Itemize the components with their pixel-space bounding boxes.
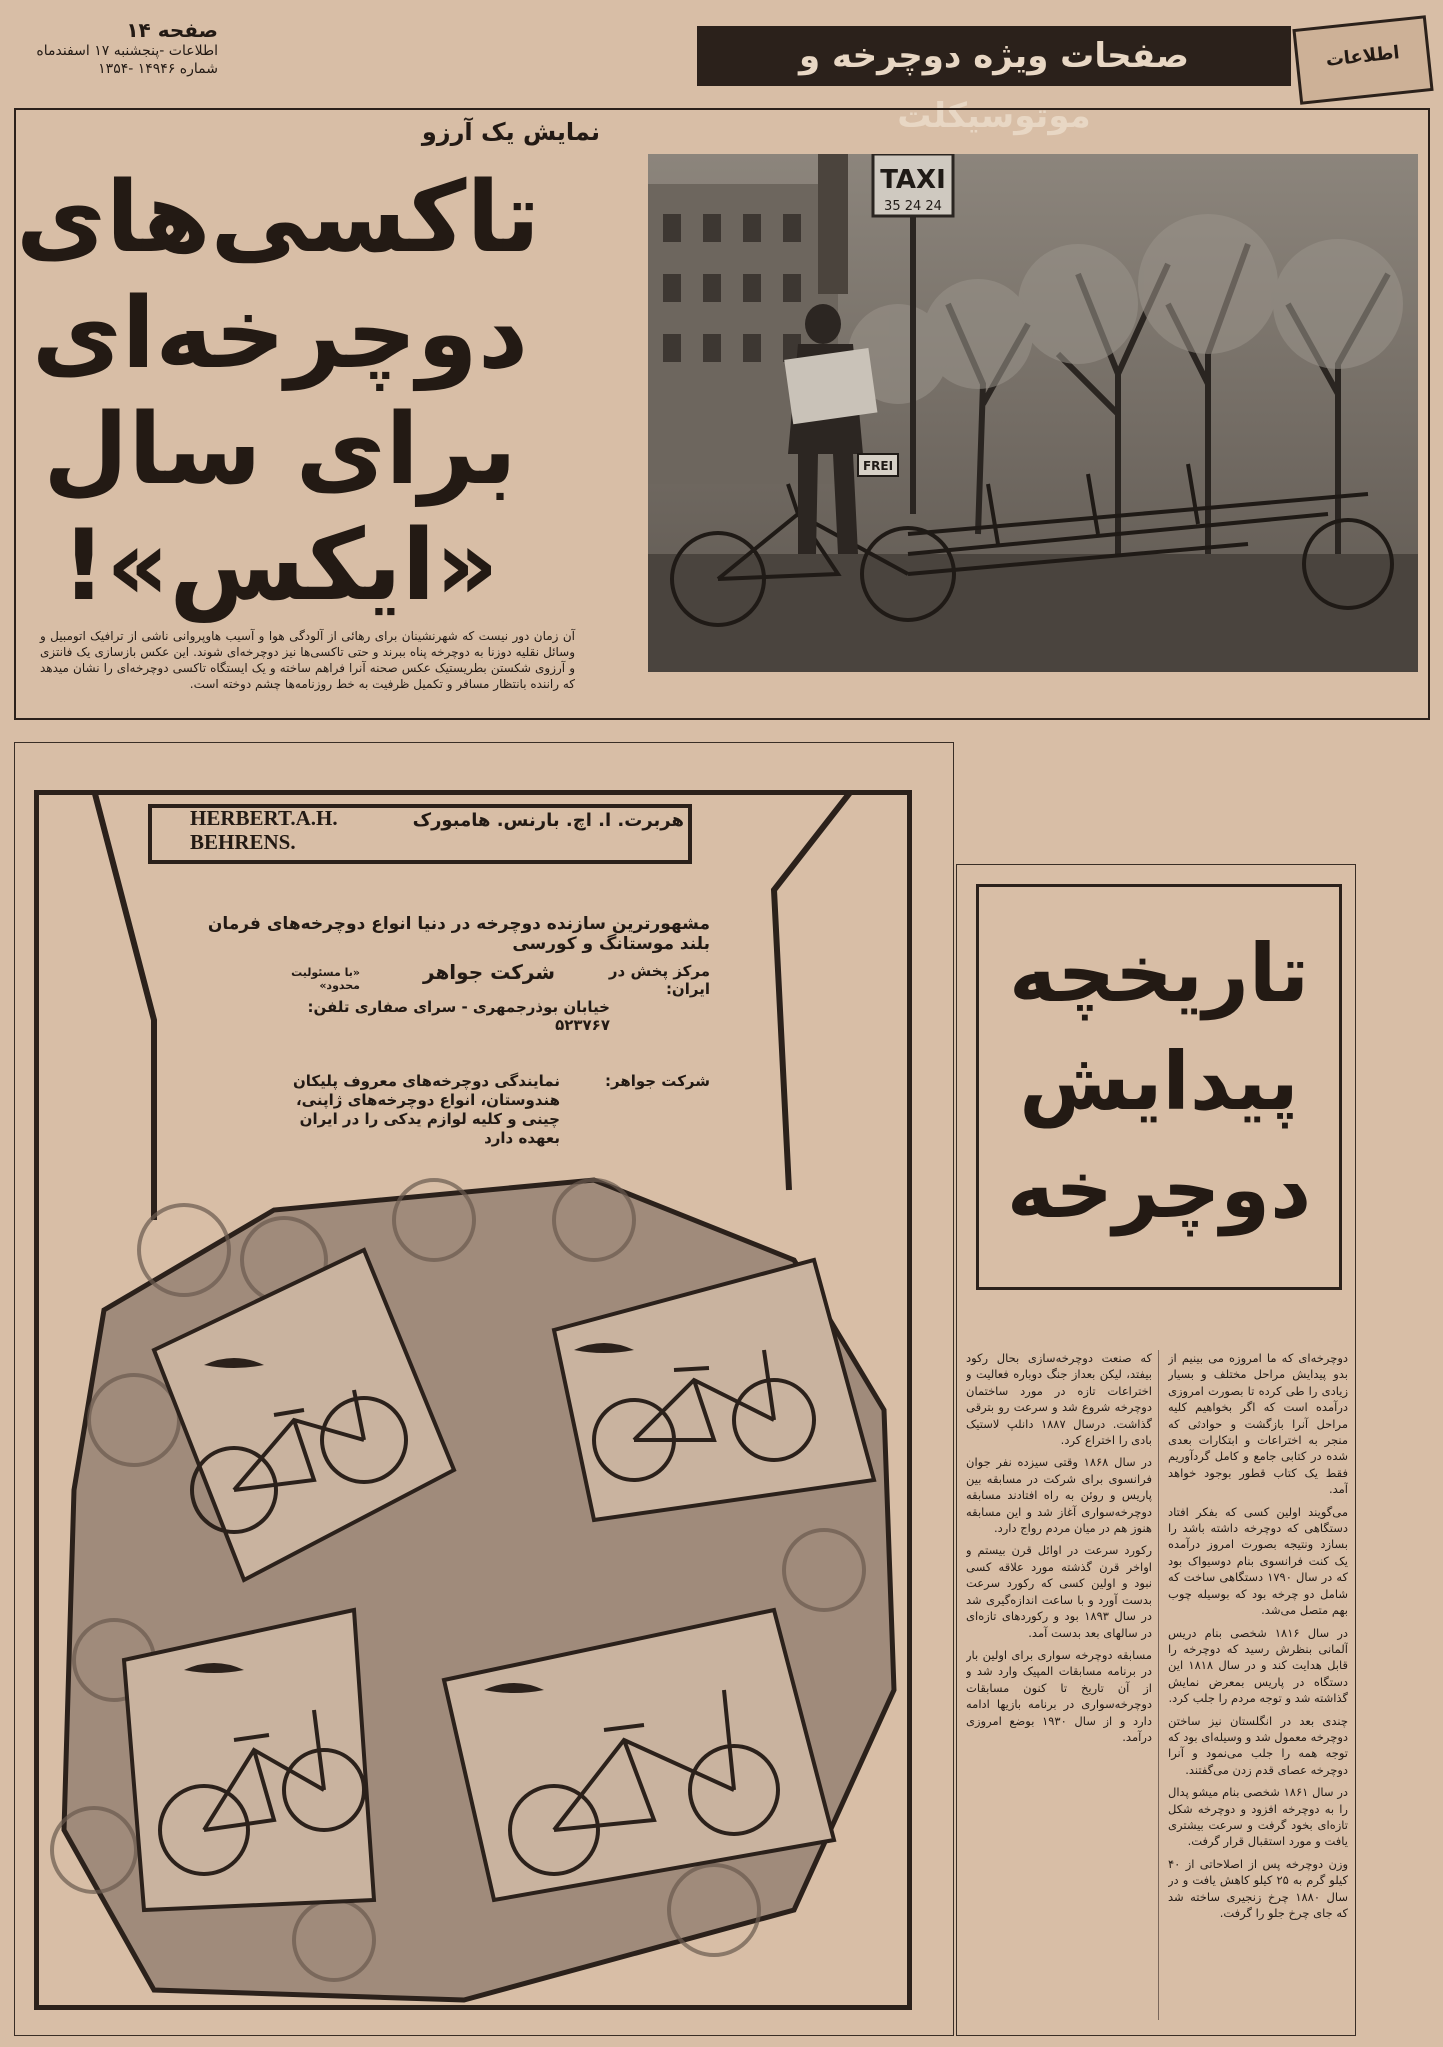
history-headline-line: تاریخچه [1009, 927, 1309, 1020]
issue-line: ۱۳۵۴- شماره ۱۴۹۴۶ [98, 61, 218, 77]
taxi-headline-line: دوچرخه‌ای [31, 277, 529, 391]
taxi-headline [15, 160, 540, 624]
page-number: صفحه ۱۴ [126, 18, 218, 42]
date-line: اطلاعات -پنجشنبه ۱۷ اسفندماه [36, 43, 218, 59]
ad-tagline: مشهورترین سازنده دوچرخه در دنیا انواع دوچرخه‌های فرمان بلند موستانگ و کورسی [207, 914, 710, 954]
history-headline [980, 920, 1338, 1244]
taxi-kicker: نمایش یک آرزو [421, 118, 600, 146]
bicycle-taxi-photo [648, 154, 1418, 672]
history-paragraph: که صنعت دوچرخه‌سازی بحال رکود بیفتد، لیکن بعداز جنگ دوباره فعالیت و اختراعات تازه در مورد ساختمان دوچرخه شروع شد و سرعت رو بترقی گذاشت. درسال ۱۸۸۷ دانلپ لاستیک بادی را اختراع کرد. [966, 1351, 1152, 1448]
ad-company-english-line: HERBERT.A.H. [190, 806, 338, 830]
taxi-headline-line: تاکسی‌های [15, 161, 540, 275]
section-banner: صفحات ویژه دوچرخه و موتوسیکلت [697, 26, 1291, 86]
history-paragraph: مسابقه دوچرخه سواری برای اولین بار در برنامه مسابقات المپیک وارد شد و از آن تاریخ تا کنون مسابقات دوچرخه‌سواری در برنامه بازیها ادامه دارد و از سال ۱۹۳۰ بوضع امروزی درآمد. [966, 1647, 1152, 1744]
column-divider [1158, 1350, 1159, 2020]
ad-company-bar [150, 806, 690, 852]
taxi-headline-line: برای سال [43, 393, 517, 507]
taxi-caption: آن زمان دور نیست که شهرنشینان برای رهائی از آلودگی هوا و آسیب هاوپروانی ناشی از ترافیک اتومبیل و وسائل نقلیه دوزنا به دوچرخه پناه ببرند و حتی تاکسی‌ها نیز دوچرخه‌ای شوند. این عکس بازسازی یک فانتزی و آرزوی شکستن بطریستیک عکس صحنه آنرا فراهم ساخته و یک ایستگاه تاکسی دوچرخه‌ای را نشان میدهد که راننده بانتظار مسافر و تکمیل ظرفیت به خط روزنامه‌ها چشم دوخته است. [40, 629, 575, 691]
ad-distribution-label: مرکز پخش در ایران: [608, 962, 710, 998]
history-column-left [966, 1350, 1152, 2020]
newspaper-logo: اطلاعات [1292, 15, 1433, 105]
history-paragraph: دوچرخه‌ای که ما امروزه می بینیم از بدو پیدایش مراحل مختلف و بسیار زیادی را طی کرده تا بصورت امروزی درآمده است که اگر بخواهیم کلیه مراحل آنرا بازگشت و حوادثی که منجر به اختراعات و ابتکارات بعدی شده در کتابی جامع و کامل گردآوریم فقط یک کتاب قطور بوجود خواهد آمد. [1168, 1351, 1348, 1497]
history-paragraph: می‌گویند اولین کسی که بفکر افتاد دستگاهی که دوچرخه داشته باشد را بسازد ونتیجه بصورت امروز درآمده یک کنت فرانسوی بنام دوسیواک بود که در سال ۱۷۹۰ دستگاهی ساخت که شامل دو چرخه بود که بوسیله چوب بهم متصل می‌شد. [1168, 1504, 1348, 1618]
history-paragraph: چندی بعد در انگلستان نیز ساختن دوچرخه معمول شد و وسیله‌ای بود که توجه همه را جلب می‌نمود و آنرا دوچرخه عصای قدم زدن می‌گفتند. [1168, 1713, 1348, 1777]
ad-company-english-line: BEHRENS. [190, 830, 296, 854]
ad-distribution-note: «با مسئولیت محدود» [291, 966, 360, 992]
taxi-headline-line: «ایکس»! [61, 509, 499, 623]
free-plate: FREI [862, 459, 894, 473]
ad-address: خیابان بوذرجمهری - سرای صفاری تلفن: ۵۲۳۷۶۷ [307, 998, 610, 1034]
history-paragraph: در سال ۱۸۱۶ شخصی بنام دریس آلمانی بنظرش رسید که دوچرخه را قابل هدایت کند و در سال ۱۸۱۸ این دستگاه در پاریس بمعرض نمایش گذاشته شد و توجه مردم را جلب کرد. [1168, 1625, 1348, 1706]
history-column-right [1168, 1350, 1348, 2020]
ad-representative-label: شرکت جواهر: [605, 1072, 710, 1090]
history-paragraph: در سال ۱۸۶۸ وقتی سیزده نفر جوان فرانسوی برای شرکت در مسابقه بین پاریس و روئن به راه افتادند مسابقه دوچرخه‌سواری آغاز شد و این مسابقه هنوز هم در میان مردم رواج دارد. [966, 1455, 1152, 1536]
ad-company-persian: هربرت. ا. اچ. بارنس. هامبورک [412, 810, 684, 831]
taxi-sign-word: TAXI [880, 165, 946, 195]
taxi-sign-number: 35 24 24 [884, 199, 942, 214]
history-paragraph: وزن دوچرخه پس از اصلاحاتی از ۴۰ کیلو گرم به ۲۵ کیلو کاهش یافت و در سال ۱۸۸۰ چرخ زنجیری ساخته شد که جای چرخ جلو را گرفت. [1168, 1856, 1348, 1920]
history-paragraph: در سال ۱۸۶۱ شخصی بنام میشو پدال را به دوچرخه افزود و دوچرخه شکل تازه‌ای بخود گرفت و سرعت بیشتری یافت و مورد استقبال قرار گرفت. [1168, 1785, 1348, 1849]
ad-representative-text: نمایندگی دوچرخه‌های معروف پلیکان هندوستان، انواع دوچرخه‌های ژاپنی، چینی و کلیه لوازم یدکی را در ایران بعهده دارد [292, 1072, 560, 1147]
history-headline-line: پیدایش [1019, 1035, 1299, 1128]
history-paragraph: رکورد سرعت در اوائل قرن بیستم و اواخر قرن گذشته مورد علاقه کسی نبود و اولین کسی که رکورد سرعت بدست آورد و با ساعت اندازه‌گیری شد در سال ۱۸۹۳ بود و رکوردهای تازه‌ای در سالهای بعد بدست آمد. [966, 1543, 1152, 1640]
header-info [18, 18, 218, 78]
history-headline-line: دوچرخه [1006, 1143, 1312, 1236]
photo-illustration [648, 154, 1418, 672]
ad-distribution-company: شرکت جواهر [423, 960, 555, 984]
